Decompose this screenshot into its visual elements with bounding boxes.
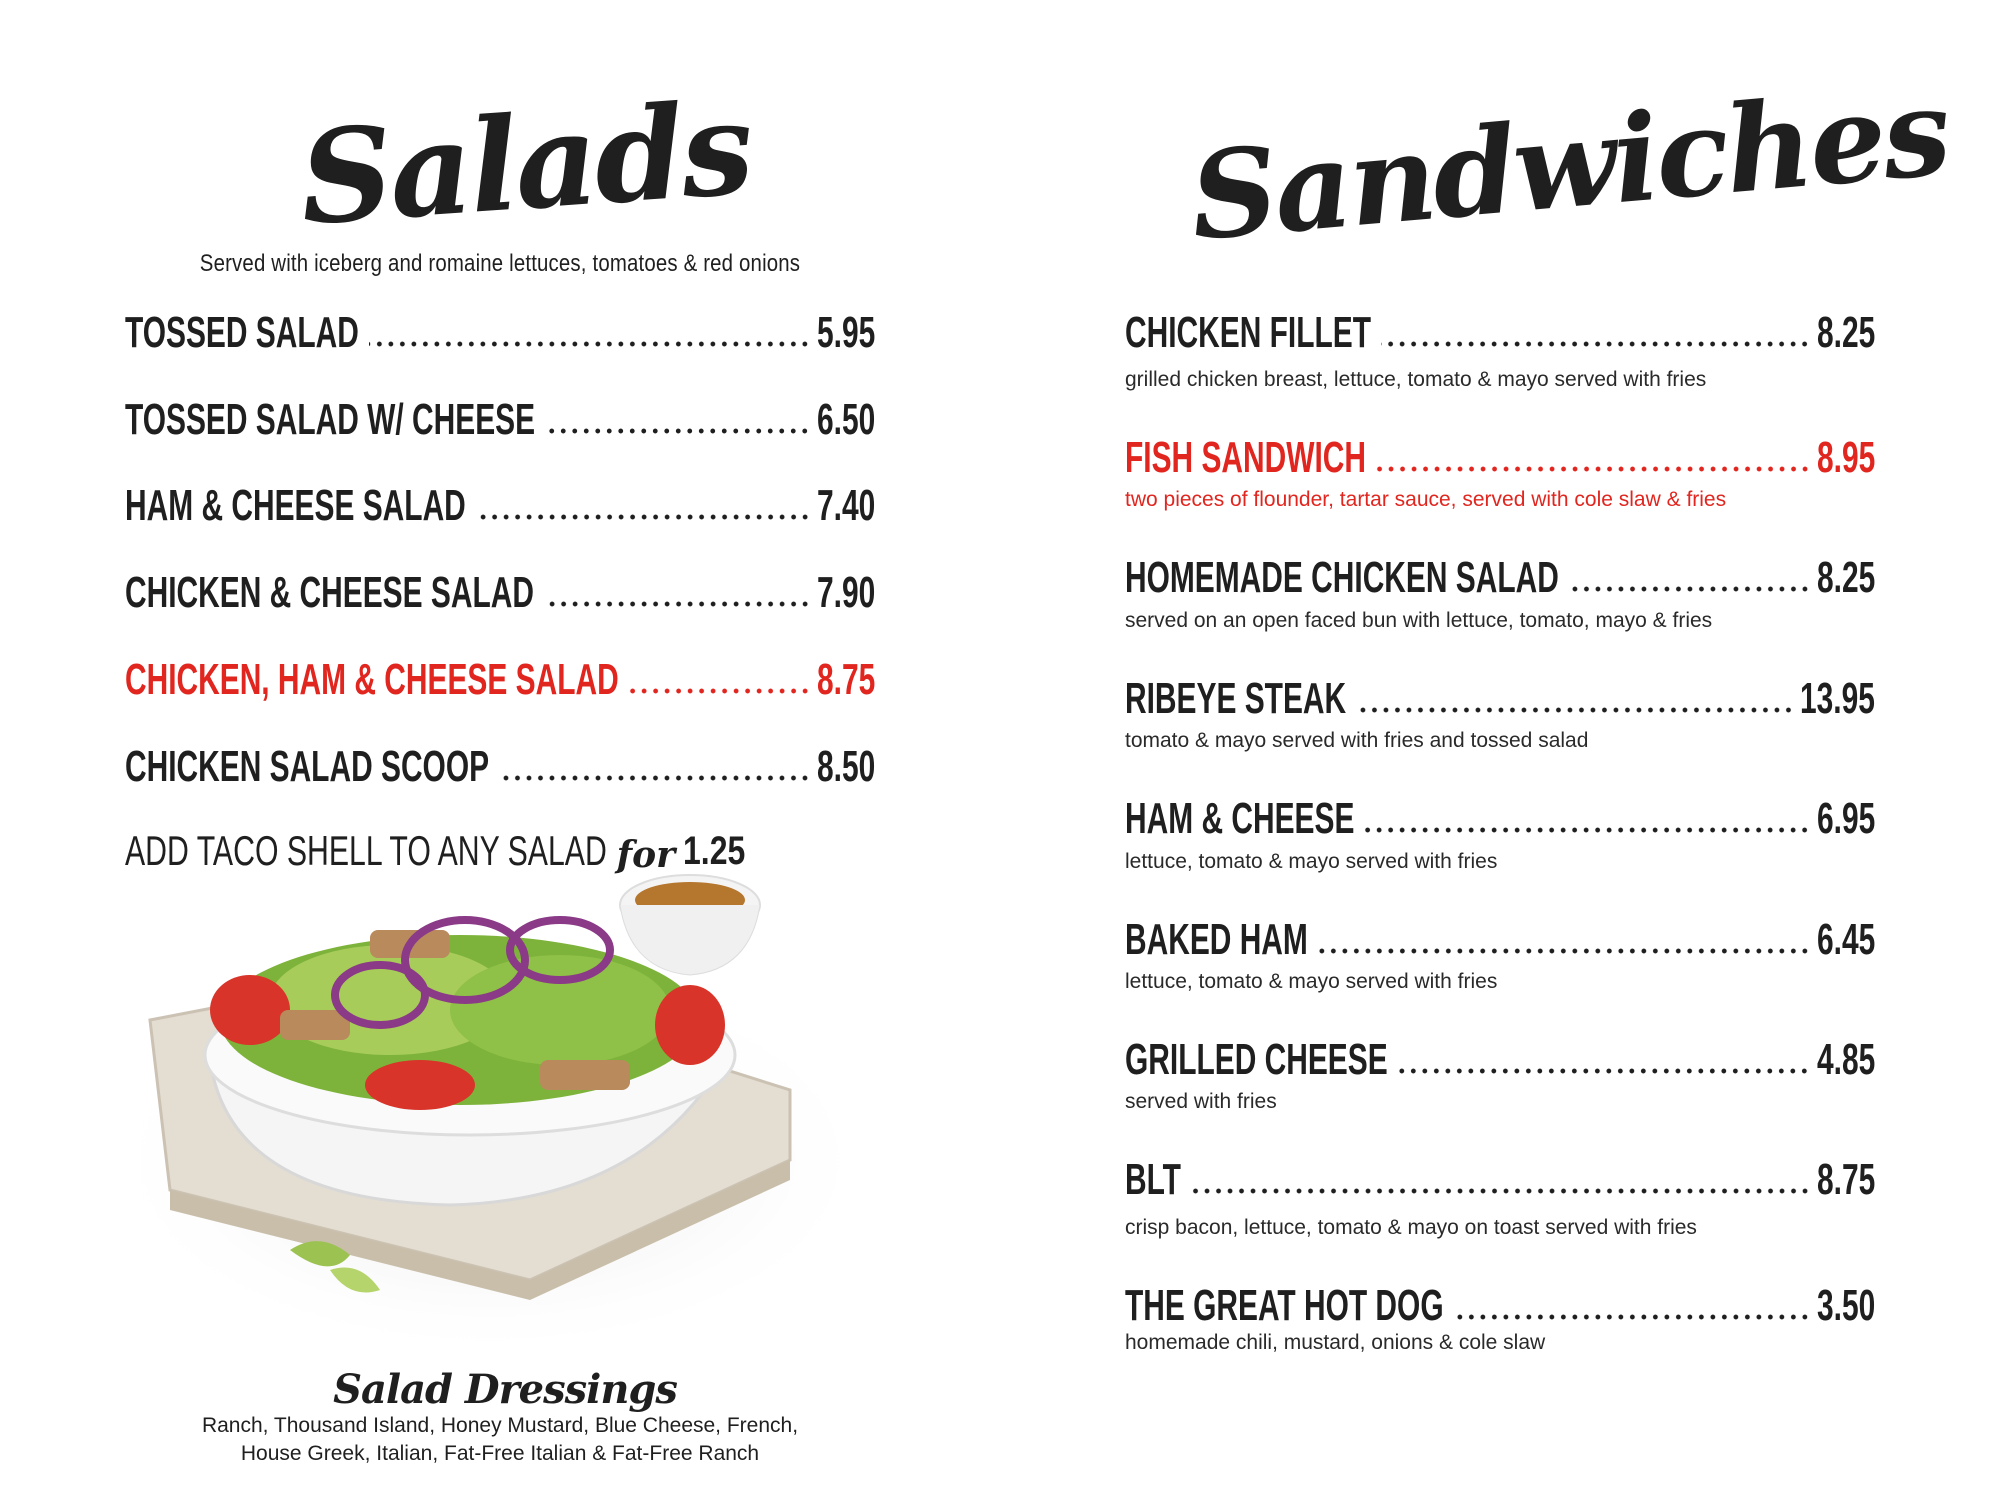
salad-item-name: CHICKEN & CHEESE SALAD — [125, 568, 534, 617]
sandwich-item-name: BLT — [1125, 1155, 1181, 1204]
sandwich-item-description: lettuce, tomato & mayo served with fries — [1125, 850, 1498, 873]
dot-leader — [369, 340, 811, 348]
salad-item — [125, 568, 875, 618]
dressings-title: Salad Dressings — [333, 1366, 677, 1413]
sandwich-item — [1125, 308, 1875, 358]
sandwich-item-description: served on an open faced bun with lettuce, tomato, mayo & fries — [1125, 609, 1713, 632]
sandwich-item-name: FISH SANDWICH — [1125, 433, 1367, 482]
sandwich-item — [1125, 433, 1875, 483]
sandwiches-title: Sandwiches — [1185, 61, 1954, 269]
sandwich-item-price: 4.85 — [1816, 1035, 1875, 1084]
sandwich-item — [1125, 1035, 1875, 1085]
dot-leader — [1397, 1067, 1810, 1075]
sandwich-item-description: grilled chicken breast, lettuce, tomato & mayo served with fries — [1125, 368, 1707, 391]
dot-leader — [629, 687, 811, 695]
sandwich-item-price: 8.95 — [1816, 433, 1875, 482]
sandwich-item — [1125, 915, 1875, 965]
sandwich-item-description: homemade chili, mustard, onions & cole slaw — [1125, 1331, 1546, 1354]
dot-leader — [1364, 826, 1810, 834]
salad-item-name: TOSSED SALAD — [125, 308, 359, 357]
sandwich-item-name: GRILLED CHEESE — [1125, 1035, 1388, 1084]
taco-addon-text: ADD TACO SHELL TO ANY SALAD — [125, 827, 607, 874]
sandwich-item — [1125, 794, 1875, 844]
salad-item-price: 7.90 — [816, 568, 875, 617]
salad-item — [125, 655, 875, 705]
salads-subtitle: Served with iceberg and romaine lettuces, tomatoes & red onions — [199, 250, 801, 277]
salad-item-name: HAM & CHEESE SALAD — [125, 481, 466, 530]
sandwich-item-description: tomato & mayo served with fries and tossed salad — [1125, 729, 1589, 752]
sandwich-item-price: 13.95 — [1800, 674, 1876, 723]
sandwich-item-name: CHICKEN FILLET — [1125, 308, 1372, 357]
sandwich-item-price: 8.25 — [1816, 553, 1875, 602]
dot-leader — [1376, 465, 1811, 473]
sandwich-item-name: RIBEYE STEAK — [1125, 674, 1347, 723]
salad-item-price: 8.75 — [816, 655, 875, 704]
dressings-line-2: House Greek, Italian, Fat-Free Italian & Fat-Free Ranch — [240, 1442, 760, 1465]
dot-leader — [544, 600, 811, 608]
salads-title: Salads — [295, 73, 756, 255]
dot-leader — [1569, 585, 1811, 593]
salad-item-name: TOSSED SALAD W/ CHEESE — [125, 395, 536, 444]
salad-item — [125, 481, 875, 531]
salad-item-name: CHICKEN SALAD SCOOP — [125, 742, 490, 791]
dot-leader — [1191, 1187, 1811, 1195]
dot-leader — [1454, 1313, 1811, 1321]
dot-leader — [499, 774, 811, 782]
dot-leader — [1356, 706, 1794, 714]
sandwich-item-description: lettuce, tomato & mayo served with fries — [1125, 970, 1498, 993]
salad-item — [125, 308, 875, 358]
sandwich-item — [1125, 553, 1875, 603]
taco-addon-for: for — [616, 834, 676, 876]
dot-leader — [1318, 947, 1811, 955]
sandwich-item-price: 6.45 — [1816, 915, 1875, 964]
sandwich-item-description: two pieces of flounder, tartar sauce, served with cole slaw & fries — [1125, 488, 1727, 511]
sandwich-item-price: 6.95 — [1816, 794, 1875, 843]
taco-addon-price: 1.25 — [683, 829, 746, 873]
sandwich-item — [1125, 674, 1875, 724]
dot-leader — [1381, 340, 1810, 348]
sandwich-item-price: 3.50 — [1816, 1281, 1875, 1330]
sandwich-item-price: 8.75 — [1816, 1155, 1875, 1204]
dressings-line-1: Ranch, Thousand Island, Honey Mustard, Blue Cheese, French, — [201, 1414, 799, 1437]
sandwich-item — [1125, 1155, 1875, 1205]
salad-item-price: 7.40 — [816, 481, 875, 530]
dot-leader — [476, 513, 811, 521]
sandwich-item-name: BAKED HAM — [1125, 915, 1308, 964]
salad-item-price: 8.50 — [816, 742, 875, 791]
salad-bowl-image — [90, 860, 890, 1360]
sandwich-item-description: crisp bacon, lettuce, tomato & mayo on toast served with fries — [1125, 1216, 1697, 1239]
sandwich-item-name: HAM & CHEESE — [1125, 794, 1355, 843]
sandwich-item-description: served with fries — [1125, 1090, 1277, 1113]
sandwich-item-name: HOMEMADE CHICKEN SALAD — [1125, 553, 1559, 602]
salad-item-price: 5.95 — [816, 308, 875, 357]
salad-item — [125, 742, 875, 792]
sandwich-item — [1125, 1281, 1875, 1331]
salad-item-price: 6.50 — [816, 395, 875, 444]
sandwich-item-name: THE GREAT HOT DOG — [1125, 1281, 1444, 1330]
salad-item — [125, 395, 875, 445]
dot-leader — [545, 427, 811, 435]
salad-item-name: CHICKEN, HAM & CHEESE SALAD — [125, 655, 619, 704]
sandwich-item-price: 8.25 — [1816, 308, 1875, 357]
